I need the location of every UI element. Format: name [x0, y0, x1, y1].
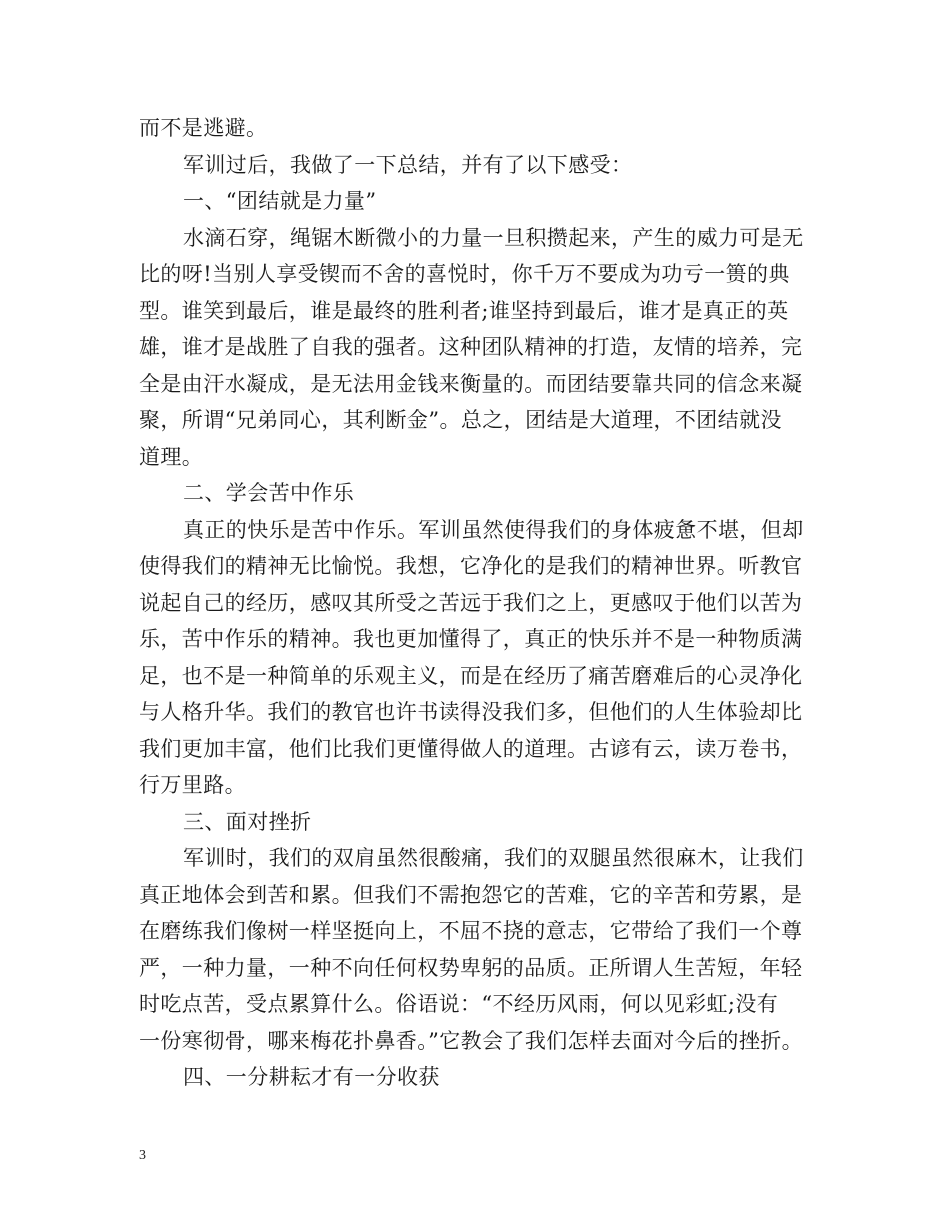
document-body	[139, 110, 824, 1096]
text-line: 聚，所谓“兄弟同心，其利断金”。总之，团结是大道理，不团结就没	[139, 408, 782, 432]
text-line: 型。谁笑到最后，谁是最终的胜利者;谁坚持到最后，谁才是真正的英	[139, 298, 789, 323]
text-line: 时吃点苦，受点累算什么。俗语说：“不经历风雨，何以见彩虹;没有	[139, 992, 779, 1016]
text-line: 在磨练我们像树一样坚挺向上，不屈不挠的意志，它带给了我们一个尊	[139, 919, 803, 943]
text-line: 二、学会苦中作乐	[183, 481, 355, 505]
page-number: 3	[139, 1148, 146, 1163]
text-line: 水滴石穿，绳锯木断微小的力量一旦积攒起来，产生的威力可是无	[183, 225, 804, 250]
text-line: 而不是逃避。	[139, 116, 268, 140]
text-line: 行万里路。	[139, 773, 246, 797]
text-line: 足，也不是一种简单的乐观主义，而是在经历了痛苦磨难后的心灵净化	[139, 663, 803, 688]
text-line: 道理。	[139, 444, 204, 469]
text-line: 四、一分耕耘才有一分收获	[183, 1065, 440, 1089]
text-line: 比的呀!当别人享受锲而不舍的喜悦时，你千万不要成为功亏一篑的典	[139, 262, 790, 286]
text-line: 与人格升华。我们的教官也许书读得没我们多，但他们的人生体验却比	[139, 700, 803, 724]
text-line: 真正的快乐是苦中作乐。军训虽然使得我们的身体疲惫不堪，但却	[183, 517, 804, 542]
text-line: 一、“团结就是力量”	[183, 189, 377, 213]
text-line: 雄，谁才是战胜了自我的强者。这种团队精神的打造，友情的培养，完	[139, 335, 803, 359]
text-line: 三、面对挫折	[183, 809, 312, 834]
text-line: 使得我们的精神无比愉悦。我想，它净化的是我们的精神世界。听教官	[139, 554, 803, 578]
text-line: 严，一种力量，一种不向任何权势卑躬的品质。正所谓人生苦短，年轻	[139, 955, 803, 980]
text-line: 一份寒彻骨，哪来梅花扑鼻香。”它教会了我们怎样去面对今后的挫折。	[139, 1028, 804, 1053]
text-line: 真正地体会到苦和累。但我们不需抱怨它的苦难，它的辛苦和劳累，是	[139, 882, 803, 907]
text-line: 军训时，我们的双肩虽然很酸痛，我们的双腿虽然很麻木，让我们	[183, 846, 804, 870]
text-line: 军训过后，我做了一下总结，并有了以下感受：	[183, 152, 633, 177]
text-line: 全是由汗水凝成，是无法用金钱来衡量的。而团结要靠共同的信念来凝	[139, 371, 803, 396]
text-line: 乐，苦中作乐的精神。我也更加懂得了，真正的快乐并不是一种物质满	[139, 627, 803, 651]
text-line: 我们更加丰富，他们比我们更懂得做人的道理。古谚有云，读万卷书，	[139, 736, 803, 761]
text-line: 说起自己的经历，感叹其所受之苦远于我们之上，更感叹于他们以苦为	[139, 590, 803, 615]
